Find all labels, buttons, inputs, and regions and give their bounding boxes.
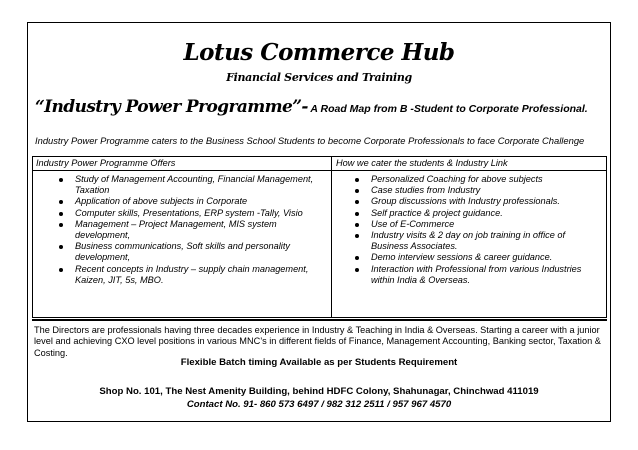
programme-headline xyxy=(35,97,588,117)
bullet-icon xyxy=(355,223,359,227)
list-item: Personalized Coaching for above subjects xyxy=(355,174,603,185)
cater-list xyxy=(355,174,603,286)
section-divider xyxy=(32,319,607,321)
list-item: Use of E-Commerce xyxy=(355,219,603,230)
bullet-icon xyxy=(59,245,63,249)
bullet-icon xyxy=(355,189,359,193)
contact-line: Contact No. 91- 860 573 6497 / 982 312 2511 / 957 967 4570 xyxy=(186,399,452,410)
bullet-icon xyxy=(59,223,63,227)
cater-column-header: How we cater the students & Industry Link xyxy=(336,158,508,168)
bullet-icon xyxy=(59,212,63,216)
flyer-frame xyxy=(27,22,611,422)
intro-text: Industry Power Programme caters to the Business School Students to become Corporate Professionals to face Corporate Challenge xyxy=(35,135,585,146)
list-item: Self practice & project guidance. xyxy=(355,208,603,219)
programme-tagline: A Road Map from B -Student to Corporate Professional. xyxy=(307,103,588,115)
list-item: Industry visits & 2 day on job training in office of Business Associates. xyxy=(355,230,603,252)
list-item: Management – Project Management, MIS system development, xyxy=(59,219,321,241)
programme-name: “Industry Power Programme”- xyxy=(35,97,308,117)
bullet-icon xyxy=(59,200,63,204)
table-column-divider xyxy=(331,157,332,317)
bullet-icon xyxy=(355,234,359,238)
list-item: Study of Management Accounting, Financial Management, Taxation xyxy=(59,174,321,196)
bullet-icon xyxy=(355,212,359,216)
list-item: Demo interview sessions & career guidance. xyxy=(355,252,603,263)
bullet-icon xyxy=(59,178,63,182)
directors-paragraph: The Directors are professionals having three decades experience in Industry & Teaching in India & Overseas. Starting a career with a junior level and achieving CXO level positions in various MNC’s in different fields of Finance, Management Accounting, Banking sector, Taxation & Costing. xyxy=(34,325,601,358)
company-subtitle: Financial Services and Training xyxy=(226,71,412,84)
address-line: Shop No. 101, The Nest Amenity Building, behind HDFC Colony, Shahunagar, Chinchwad 411019 xyxy=(99,386,539,397)
list-item: Business communications, Soft skills and personality development, xyxy=(59,241,321,263)
list-item: Interaction with Professional from various Industries within India & Overseas. xyxy=(355,264,603,286)
list-item: Application of above subjects in Corporate xyxy=(59,196,321,207)
bullet-icon xyxy=(355,256,359,260)
offers-column-header: Industry Power Programme Offers xyxy=(36,158,176,168)
bullet-icon xyxy=(355,178,359,182)
list-item: Case studies from Industry xyxy=(355,185,603,196)
offers-list xyxy=(59,174,321,286)
list-item: Recent concepts in Industry – supply chain management, Kaizen, JIT, 5s, MBO. xyxy=(59,264,321,286)
list-item: Group discussions with Industry professionals. xyxy=(355,196,603,207)
batch-timing-note: Flexible Batch timing Available as per Students Requirement xyxy=(180,357,458,368)
bullet-icon xyxy=(355,268,359,272)
offers-table xyxy=(32,156,607,318)
bullet-icon xyxy=(59,268,63,272)
company-title: Lotus Commerce Hub xyxy=(183,39,455,66)
list-item: Computer skills, Presentations, ERP system -Tally, Visio xyxy=(59,208,321,219)
bullet-icon xyxy=(355,200,359,204)
table-header-divider xyxy=(33,170,606,171)
